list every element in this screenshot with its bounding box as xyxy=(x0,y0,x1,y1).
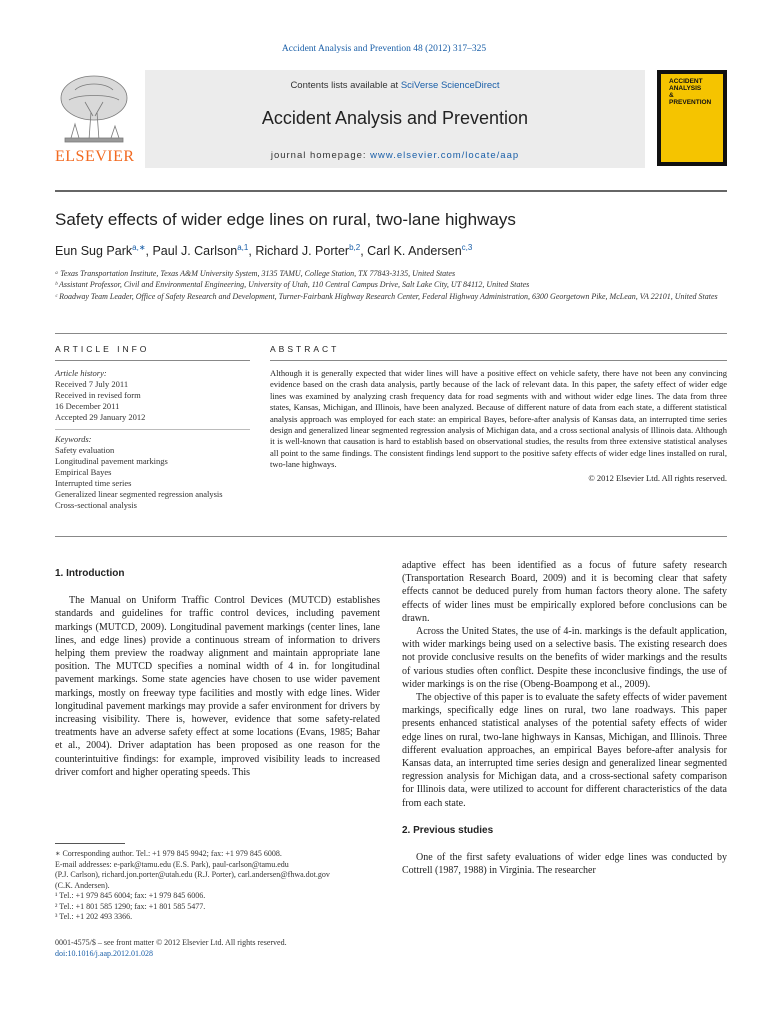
footnote: ∗ Corresponding author. Tel.: +1 979 845 9942; fax: +1 979 845 6008. xyxy=(55,849,282,858)
cover-line: PREVENTION xyxy=(669,99,712,106)
elsevier-logo xyxy=(55,72,133,166)
cover-line: & xyxy=(669,92,674,99)
history-label: Article history: xyxy=(55,368,107,378)
footnote: ¹ Tel.: +1 979 845 6004; fax: +1 979 845 6006. xyxy=(55,891,206,900)
footnotes xyxy=(55,849,395,923)
homepage-prefix: journal homepage: xyxy=(270,150,371,161)
cover-title xyxy=(669,78,711,106)
journal-title: Accident Analysis and Prevention xyxy=(261,108,529,128)
tree-icon xyxy=(55,72,133,148)
author-name: Paul J. Carlson xyxy=(152,244,238,259)
keyword: Interrupted time series xyxy=(55,478,132,488)
affiliation-divider xyxy=(55,333,727,334)
cover-line: ACCIDENT xyxy=(669,78,703,85)
paragraph: Across the United States, the use of 4-in. markings is the default application, with wider markings being used on a selective basis. The existing research does not provide conclusive results on the benefits of wider markings and the results of various studies often conflict. Despite these inconclusive findings, the use of wider markings is on the rise (Obeng-Boampong et al., 2009). xyxy=(402,626,727,690)
paragraph: The Manual on Uniform Traffic Control Devices (MUTCD) establishes standards and guidelines for traffic control devices, including pavement markings (MUTCD, 2009). Longitudinal pavement markings (center lines, lane lines, and edge lines) provide a continuous stream of information to drivers helping them preview the roadway alignment and maintain appropriate lane position. The MUTCD specifies a nominal width of 4 in. for longitudinal pavement markings. Some state agencies have chosen to use wider pavement markings, mostly on freeway type facilities and mostly with edge lines. Wider longitudinal pavement markings may provide a safer environment for drivers by increasing visibility. There is, however, evidence that some safety-related treatments have an adverse safety effect at some locations (Evans, 1985; Bahar et al., 2004). Driver adaptation has been proposed as one reason for the counterintuitive findings: for example, improved visibility leads to increased driver comfort and higher operating speeds. This xyxy=(55,595,380,778)
author-list: Eun Sug Park$^{a,∗}$, Paul J. Carlson$^{a,1}$, Richard J. Porter$^{b,2}$, Carl K. Andersen$^{c,3}$ xyxy=(55,243,473,259)
paragraph: adaptive effect has been identified as a focus of future safety research (Transportation Research Board, 2009) and it is becoming clear that safety effects cannot be deduced purely from human factors theory alone. The safety effects of wider lines must be empirically explored before conclusions can be drawn. xyxy=(402,560,727,624)
journal-header xyxy=(55,70,727,168)
sciencedirect-link[interactable]: SciVerse ScienceDirect xyxy=(400,80,500,91)
contents-prefix: Contents lists available at xyxy=(290,80,401,91)
paragraph: The objective of this paper is to evaluate the safety effects of wider pavement markings, specifically edge lines on rural, two lane roadways. This paper presents enhanced statistical analyses of the potential safety effects of wider edge lines on rural, two-lane highways in Kansas, Michigan, and Illinois. Three different evaluation approaches, an empirical Bayes before-after analysis for Kansas data, an interrupted time series design and generalized linear segmented regression analysis for Michigan data, and a cross-sectional safety comparison for Illinois data, were utilized to account for different characteristics of the data from each state. xyxy=(402,692,727,809)
article-info xyxy=(55,368,250,511)
footnote: ² Tel.: +1 801 585 1290; fax: +1 801 585 5477. xyxy=(55,901,206,911)
cover-panel xyxy=(661,74,723,162)
homepage-line xyxy=(145,150,645,161)
footnote-rule xyxy=(55,843,125,844)
abstract xyxy=(270,368,727,484)
author-name: Richard J. Porter xyxy=(255,244,350,259)
publisher-logo-text: ELSEVIER xyxy=(55,148,135,165)
section-heading: 2. Previous studies xyxy=(402,824,494,836)
doi-link[interactable]: doi:10.1016/j.aap.2012.01.028 xyxy=(55,949,153,958)
keyword: Empirical Bayes xyxy=(55,467,112,477)
info-divider xyxy=(55,360,250,361)
journal-reference[interactable]: Accident Analysis and Prevention 48 (2012) 317–325 xyxy=(281,44,487,54)
author-name: Eun Sug Park xyxy=(55,244,133,259)
keywords-divider xyxy=(55,429,250,430)
keyword: Generalized linear segmented regression analysis xyxy=(55,489,223,499)
author-name: Carl K. Andersen xyxy=(367,244,462,259)
author-sup[interactable]: c,3 xyxy=(461,243,473,252)
issn-line: 0001-4575/$ – see front matter © 2012 Elsevier Ltd. All rights reserved. xyxy=(55,938,287,947)
section-heading: 1. Introduction xyxy=(55,568,125,579)
keyword: Safety evaluation xyxy=(55,445,115,455)
abstract-divider xyxy=(270,360,727,361)
front-matter xyxy=(55,937,395,959)
homepage-link[interactable]: www.elsevier.com/locate/aap xyxy=(370,150,520,161)
article-title: Safety effects of wider edge lines on rural, two-lane highways xyxy=(55,210,516,229)
history-item: Received in revised form xyxy=(55,390,141,400)
footnote: (C.K. Andersen). xyxy=(55,880,110,890)
history-item: Accepted 29 January 2012 xyxy=(55,412,146,422)
right-column xyxy=(402,559,727,877)
history-item: 16 December 2011 xyxy=(55,401,120,411)
author-sup[interactable]: a,∗ xyxy=(132,243,146,252)
affiliation: ᶜ Roadway Team Leader, Office of Safety Research and Development, Turner-Fairbank Highway Research Center, Federal Highway Administration, 6300 Georgetown Pike, McLean, VA 22101, United States xyxy=(55,291,718,301)
history-item: Received 7 July 2011 xyxy=(55,379,129,389)
contents-line xyxy=(145,80,645,91)
journal-banner xyxy=(145,70,645,168)
article-info-heading: ARTICLE INFO xyxy=(55,344,150,354)
affiliation: ᵇ Assistant Professor, Civil and Environmental Engineering, University of Utah, 110 Central Campus Drive, Salt Lake City, UT 84112, United States xyxy=(55,280,530,290)
paragraph: One of the first safety evaluations of wider edge lines was conducted by Cottrell (1987, 1988) in Virginia. The researcher xyxy=(402,852,727,877)
keyword: Longitudinal pavement markings xyxy=(55,456,168,466)
author-sup[interactable]: a,1 xyxy=(237,243,249,252)
footnote: ³ Tel.: +1 202 493 3366. xyxy=(55,912,133,921)
abstract-heading: ABSTRACT xyxy=(270,344,340,354)
journal-cover xyxy=(657,70,727,166)
footnote: E-mail addresses: e-park@tamu.edu (E.S. Park), paul-carlson@tamu.edu xyxy=(55,859,289,869)
keyword: Cross-sectional analysis xyxy=(55,500,137,510)
body-divider xyxy=(55,536,727,537)
keywords-label: Keywords: xyxy=(55,434,92,444)
copyright: © 2012 Elsevier Ltd. All rights reserved. xyxy=(588,472,727,483)
cover-line: ANALYSIS xyxy=(669,85,702,92)
affiliations xyxy=(55,268,727,302)
abstract-text: Although it is generally expected that wider lines will have a positive effect on vehicle safety, there have not been any convincing evidence based on the crash data analysis, partly because of the lack of relevant data. In this paper, the safety effect of wider edge lines was examined by analyzing crash frequency data for road segments with and without wider edge lines. The data from three states, Kansas, Michigan, and Illinois, have been analyzed. Because of different nature of data from each state, a different statistical analysis approach was employed for each state: an empirical Bayes, before-after analysis of Kansas data, an interrupted time series design and generalized linear segmented regression analysis of Michigan data, and a cross sectional analysis of Illinois data. Although it is well-known that causation is hard to establish based on observational studies, the results from three extensive statistical analyses all point to the same findings. The consistent findings lend support to the positive safety effects of wider edge lines installed on rural, two-lane highways. xyxy=(270,368,727,470)
footnote: (P.J. Carlson), richard.jon.porter@utah.edu (R.J. Porter), carl.andersen@fhwa.dot.gov xyxy=(55,870,330,879)
header-divider xyxy=(55,190,727,192)
affiliation: ᵃ Texas Transportation Institute, Texas A&M University System, 3135 TAMU, College Station, TX 77843-3135, United States xyxy=(55,269,456,278)
left-column xyxy=(55,567,380,779)
author-sup[interactable]: b,2 xyxy=(349,243,361,252)
